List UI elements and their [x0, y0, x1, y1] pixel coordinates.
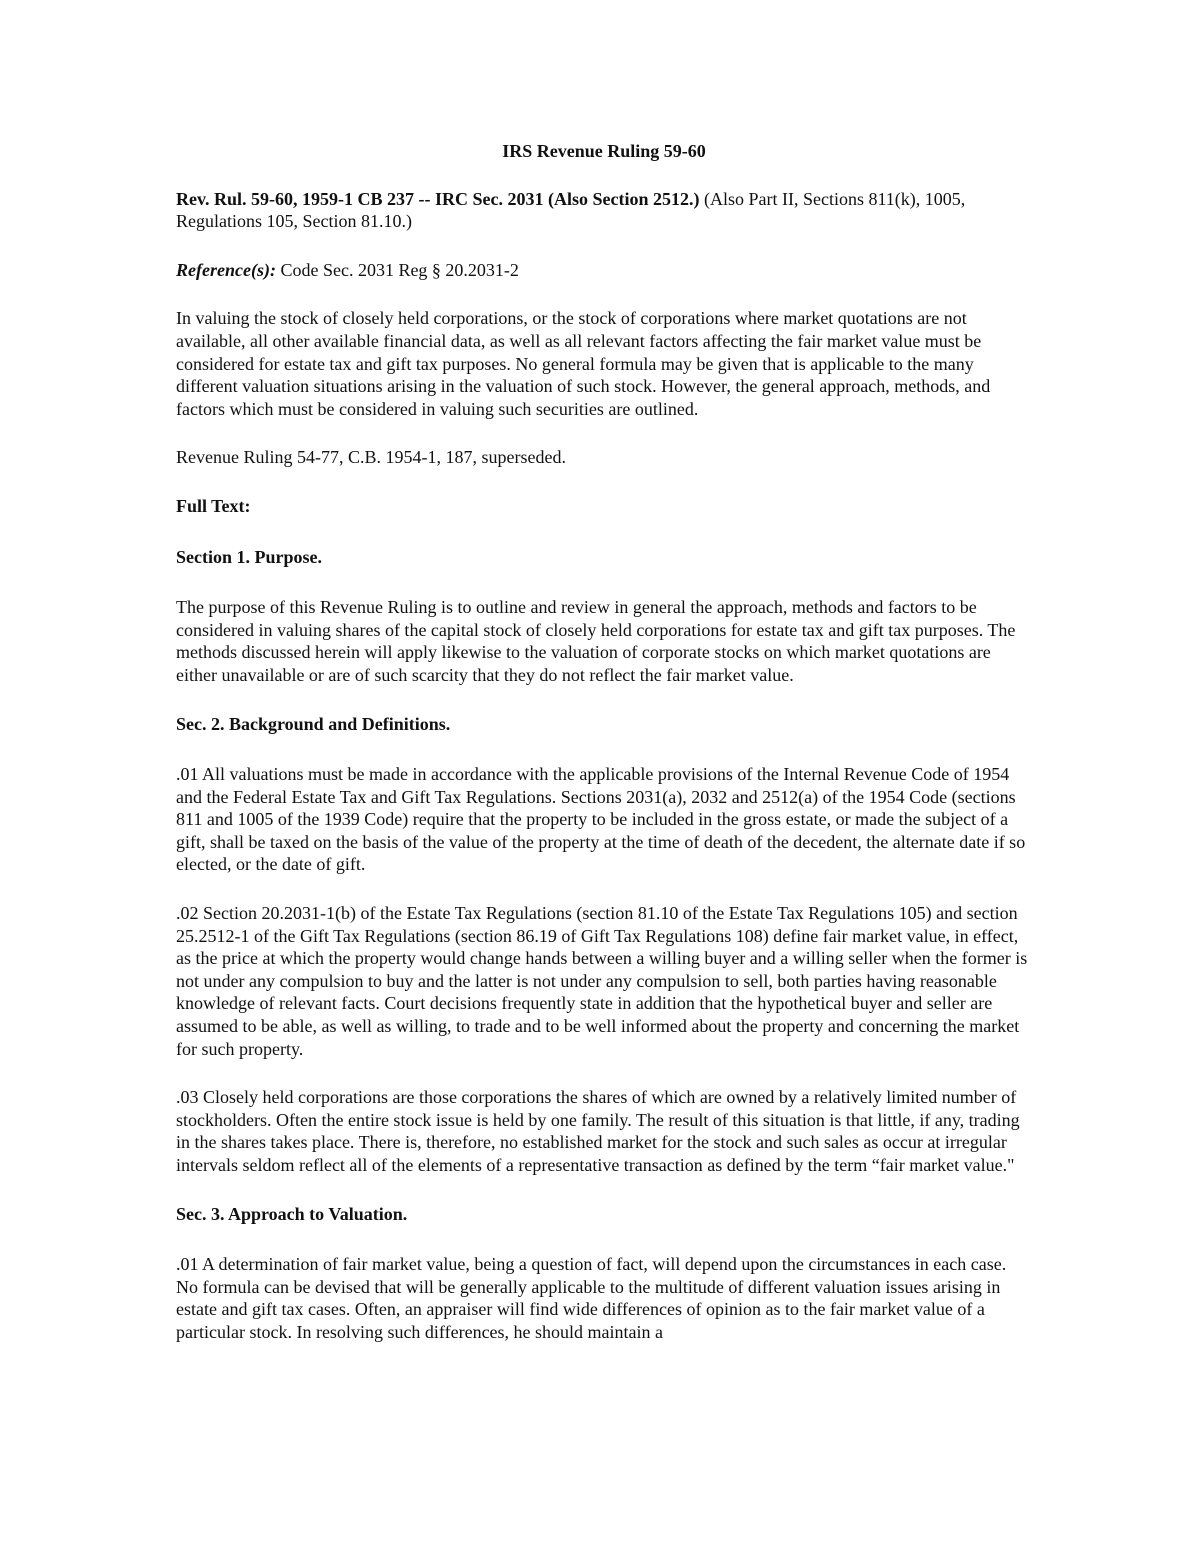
summary-paragraph: In valuing the stock of closely held corporations, or the stock of corporations where market quotations are not available, all other available financial data, as well as all relevant factors affecting the fair market value must be considered for estate tax and gift tax purposes. No general formula may be given that is applicable to the many different valuation situations arising in the valuation of such stock. However, the general approach, methods, and factors which must be considered in valuing such securities are outlined.: [176, 308, 991, 419]
citation-paragraph: [176, 188, 1032, 233]
full-text-heading: Full Text:: [176, 495, 251, 516]
section-2-paragraph-02: .02 Section 20.2031-1(b) of the Estate Tax Regulations (section 81.10 of the Estate Tax Regulations 105) and section 25.2512-1 of the Gift Tax Regulations (section 86.19 of Gift Tax Regulations 108) define fair market value, in effect, as the price at which the property would change hands between a willing buyer and a willing seller when the former is not under any compulsion to buy and the latter is not under any compulsion to sell, both parties having reasonable knowledge of relevant facts. Court decisions frequently state in addition that the hypothetical buyer and seller are assumed to be able, as well as willing, to trade and to be well informed about the property and concerning the market for such property.: [176, 903, 1028, 1059]
document-page: [176, 140, 1032, 1370]
citation-normal: (Also Part II, Sections 811(k), 1005, Regulations 105, Section 81.10.): [176, 188, 966, 232]
reference-paragraph: [176, 259, 1032, 282]
reference-text: Code Sec. 2031 Reg § 20.2031-2: [275, 259, 519, 280]
document-title: IRS Revenue Ruling 59-60: [502, 141, 706, 161]
superseded-paragraph: Revenue Ruling 54-77, C.B. 1954-1, 187, superseded.: [176, 447, 566, 468]
citation-bold: Rev. Rul. 59-60, 1959-1 CB 237 -- IRC Sec. 2031 (Also Section 2512.): [176, 188, 700, 209]
section-3-heading: Sec. 3. Approach to Valuation.: [176, 1203, 408, 1224]
reference-label: Reference(s):: [176, 259, 276, 280]
section-2-paragraph-01: .01 All valuations must be made in accordance with the applicable provisions of the Internal Revenue Code of 1954 and the Federal Estate Tax and Gift Tax Regulations. Sections 2031(a), 2032 and 2512(a) of the 1954 Code (sections 811 and 1005 of the 1939 Code) require that the property to be included in the gross estate, or made the subject of a gift, shall be taxed on the basis of the value of the property at the time of death of the decedent, the alternate date if so elected, or the date of gift.: [176, 764, 1026, 875]
section-3-paragraph-01: .01 A determination of fair market value, being a question of fact, will depend upon the circumstances in each case. No formula can be devised that will be generally applicable to the multitude of different valuation issues arising in estate and gift tax cases. Often, an appraiser will find wide differences of opinion as to the fair market value of a particular stock. In resolving such differences, he should maintain a: [176, 1254, 1007, 1342]
section-1-paragraph-1: The purpose of this Revenue Ruling is to outline and review in general the approach, methods and factors to be considered in valuing shares of the capital stock of closely held corporations for estate tax and gift tax purposes. The methods discussed herein will apply likewise to the valuation of corporate stocks on which market quotations are either unavailable or are of such scarcity that they do not reflect the fair market value.: [176, 597, 1016, 685]
section-2-paragraph-03: .03 Closely held corporations are those corporations the shares of which are owned by a relatively limited number of stockholders. Often the entire stock issue is held by one family. The result of this situation is that little, if any, trading in the shares takes place. There is, therefore, no established market for the stock and such sales as occur at irregular intervals seldom reflect all of the elements of a representative transaction as defined by the term “fair market value.": [176, 1087, 1020, 1175]
section-2-heading: Sec. 2. Background and Definitions.: [176, 713, 451, 734]
section-1-heading: Section 1. Purpose.: [176, 546, 322, 567]
